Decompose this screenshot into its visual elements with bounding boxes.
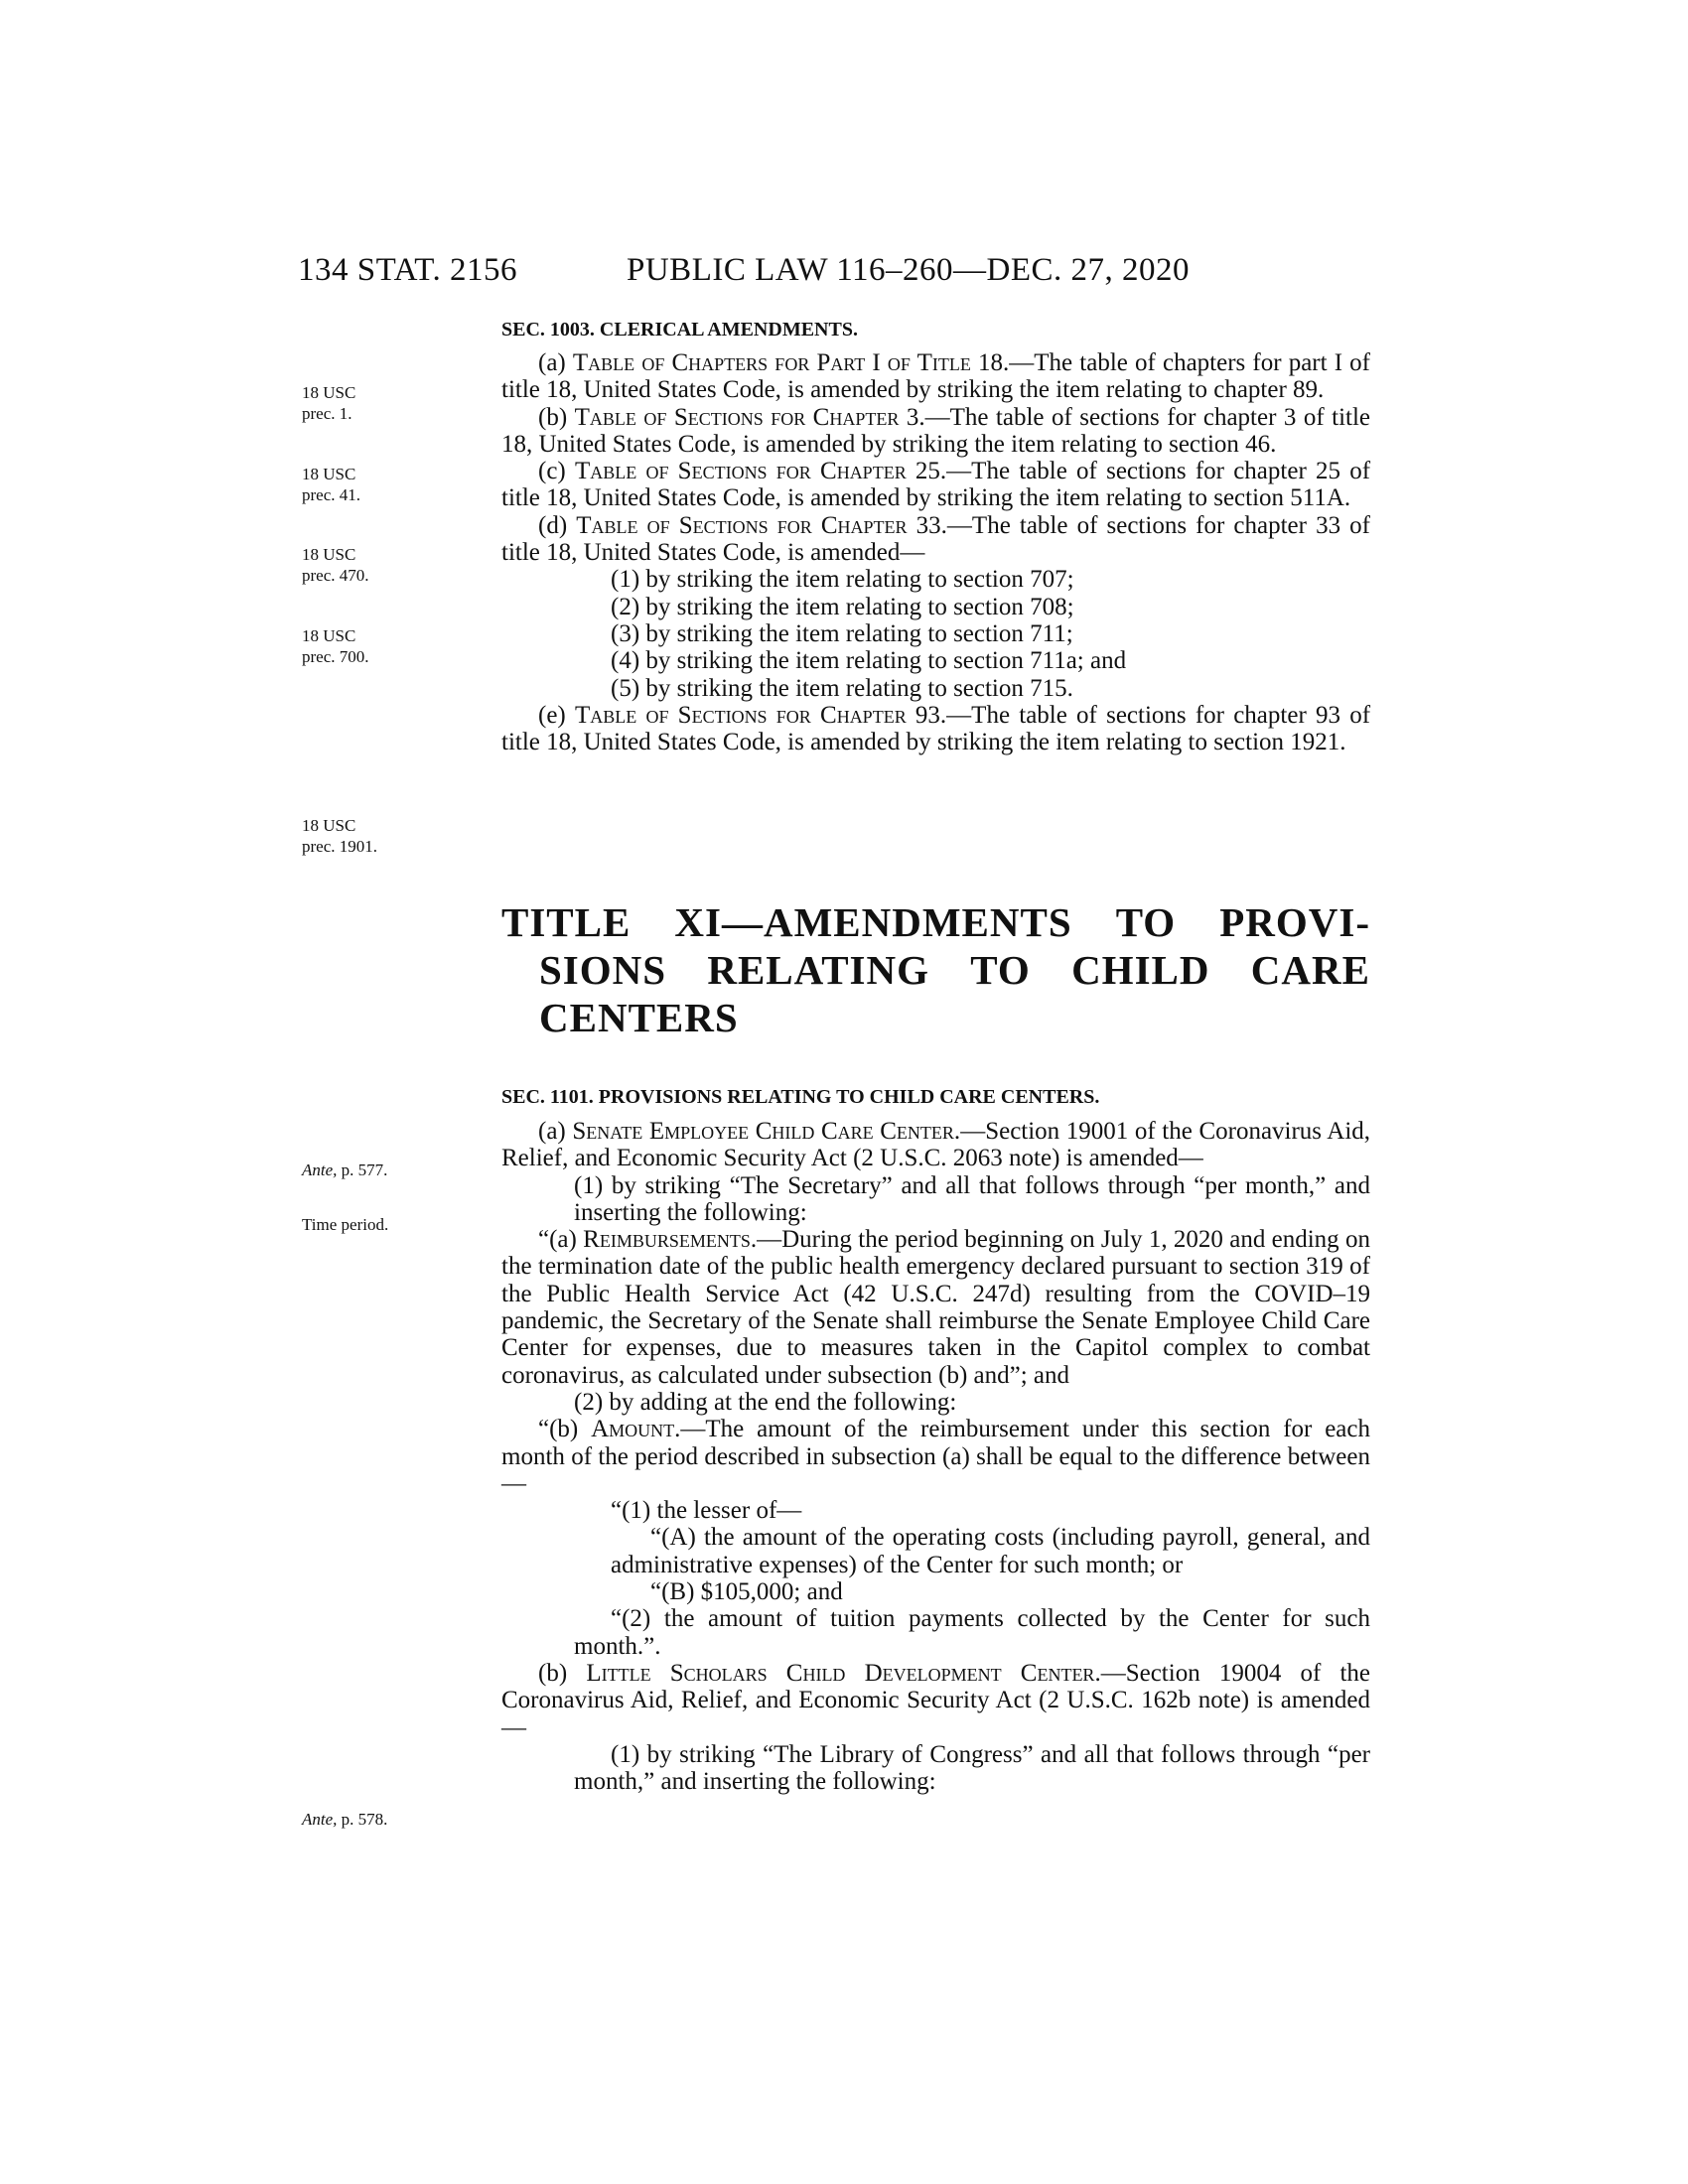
quoted-subparagraph-b: “(B) $105,000; and <box>650 1578 843 1606</box>
subsection-caption: Little Scholars Child Development Center. <box>586 1659 1101 1687</box>
public-law-header: PUBLIC LAW 116–260—DEC. 27, 2020 <box>627 252 1191 288</box>
subsection-caption: Table of Sections for Chapter 33. <box>576 511 947 539</box>
quoted-subsection-b: “(b) Amount.—The amount of the reimbursement under this section for each month of the period described in subsection (a) shall be equal to the difference between— <box>501 1416 1370 1497</box>
section-1101-body <box>501 1118 1370 1795</box>
section-1003-body <box>501 349 1370 755</box>
quoted-subsection-a: “(a) Reimbursements.—During the period beginning on July 1, 2020 and ending on the termination date of the public health emergency declared pursuant to section 319 of the Public Health Service Act (42 U.S.C. 247d) resulting from the COVID–19 pandemic, the Secretary of the Senate shall reimburse the Senate Employee Child Care Center for expenses, due to measures taken in the Capitol complex to combat coronavirus, as calculated under subsection (b) and”; and <box>501 1226 1370 1389</box>
margin-note: Time period. <box>302 1215 389 1234</box>
subsection-caption: Senate Employee Child Care Center. <box>572 1118 961 1145</box>
paragraph-2: (2) by adding at the end the following: <box>574 1388 957 1416</box>
subsection-caption: Reimbursements. <box>583 1226 758 1254</box>
subsection-a: (a) Senate Employee Child Care Center.—Section 19001 of the Coronavirus Aid, Relief, and Economic Security Act (2 U.S.C. 2063 note) is amended— <box>501 1118 1371 1172</box>
list-item: (1) by striking the item relating to section 707; <box>611 566 1074 594</box>
subsection-a: (a) Table of Chapters for Part I of Title 18.—The table of chapters for part I of title 18, United States Code, is amended by striking the item relating to chapter 89. <box>501 349 1371 404</box>
list-item: (5) by striking the item relating to section 715. <box>611 674 1073 702</box>
margin-note: 18 USC prec. 470. <box>302 545 369 585</box>
statute-page-number: 134 STAT. 2156 <box>298 252 518 288</box>
quoted-subparagraph-a: “(A) the amount of the operating costs (including payroll, general, and administrative expenses) of the Center for such month; or <box>611 1524 1370 1578</box>
subsection-caption: Amount. <box>591 1416 681 1443</box>
quoted-paragraph-1: “(1) the lesser of— <box>611 1497 802 1525</box>
margin-note: Ante, p. 578. <box>302 1810 388 1829</box>
margin-note: 18 USC prec. 700. <box>302 626 369 666</box>
subsection-d: (d) Table of Sections for Chapter 33.—The table of sections for chapter 33 of title 18, United States Code, is amended— <box>501 511 1371 567</box>
list-item: (3) by striking the item relating to section 711; <box>611 619 1073 647</box>
subsection-c: (c) Table of Sections for Chapter 25.—The table of sections for chapter 25 of title 18, United States Code, is amended by striking the item relating to section 511A. <box>501 458 1371 512</box>
subsection-b: (b) Table of Sections for Chapter 3.—The table of sections for chapter 3 of title 18, United States Code, is amended by striking the item relating to section 46. <box>501 403 1371 458</box>
subsection-e: (e) Table of Sections for Chapter 93.—The table of sections for chapter 93 of title 18, United States Code, is amended by striking the item relating to section 1921. <box>501 701 1371 756</box>
list-item: (2) by striking the item relating to section 708; <box>611 593 1074 620</box>
margin-note: 18 USC prec. 1901. <box>302 816 378 856</box>
title-xi-heading: TITLE XI—AMENDMENTS TO PROVI- SIONS RELATING TO CHILD CARE CENTERS <box>501 899 1370 1040</box>
subsection-caption: Table of Chapters for Part I of Title 18. <box>572 349 1010 376</box>
list-item: (4) by striking the item relating to section 711a; and <box>611 647 1127 675</box>
section-1003-heading: SEC. 1003. CLERICAL AMENDMENTS. <box>501 319 858 341</box>
section-1101-heading: SEC. 1101. PROVISIONS RELATING TO CHILD CARE CENTERS. <box>501 1086 1100 1108</box>
subsection-caption: Table of Sections for Chapter 25. <box>574 458 947 485</box>
paragraph-1: (1) by striking “The Secretary” and all that follows through “per month,” and inserting the following: <box>574 1171 1370 1226</box>
subsection-b: (b) Little Scholars Child Development Center.—Section 19004 of the Coronavirus Aid, Relief, and Economic Security Act (2 U.S.C. 162b note) is amended— <box>501 1659 1371 1741</box>
margin-note: 18 USC prec. 41. <box>302 465 361 504</box>
margin-note: 18 USC prec. 1. <box>302 383 356 423</box>
subsection-caption: Table of Sections for Chapter 93. <box>574 701 947 729</box>
subsection-caption: Table of Sections for Chapter 3. <box>574 403 925 431</box>
quoted-paragraph-2: “(2) the amount of tuition payments collected by the Center for such month.”. <box>574 1605 1370 1660</box>
margin-note: Ante, p. 577. <box>302 1160 388 1179</box>
paragraph-1: (1) by striking “The Library of Congress” and all that follows through “per month,” and inserting the following: <box>574 1740 1370 1796</box>
